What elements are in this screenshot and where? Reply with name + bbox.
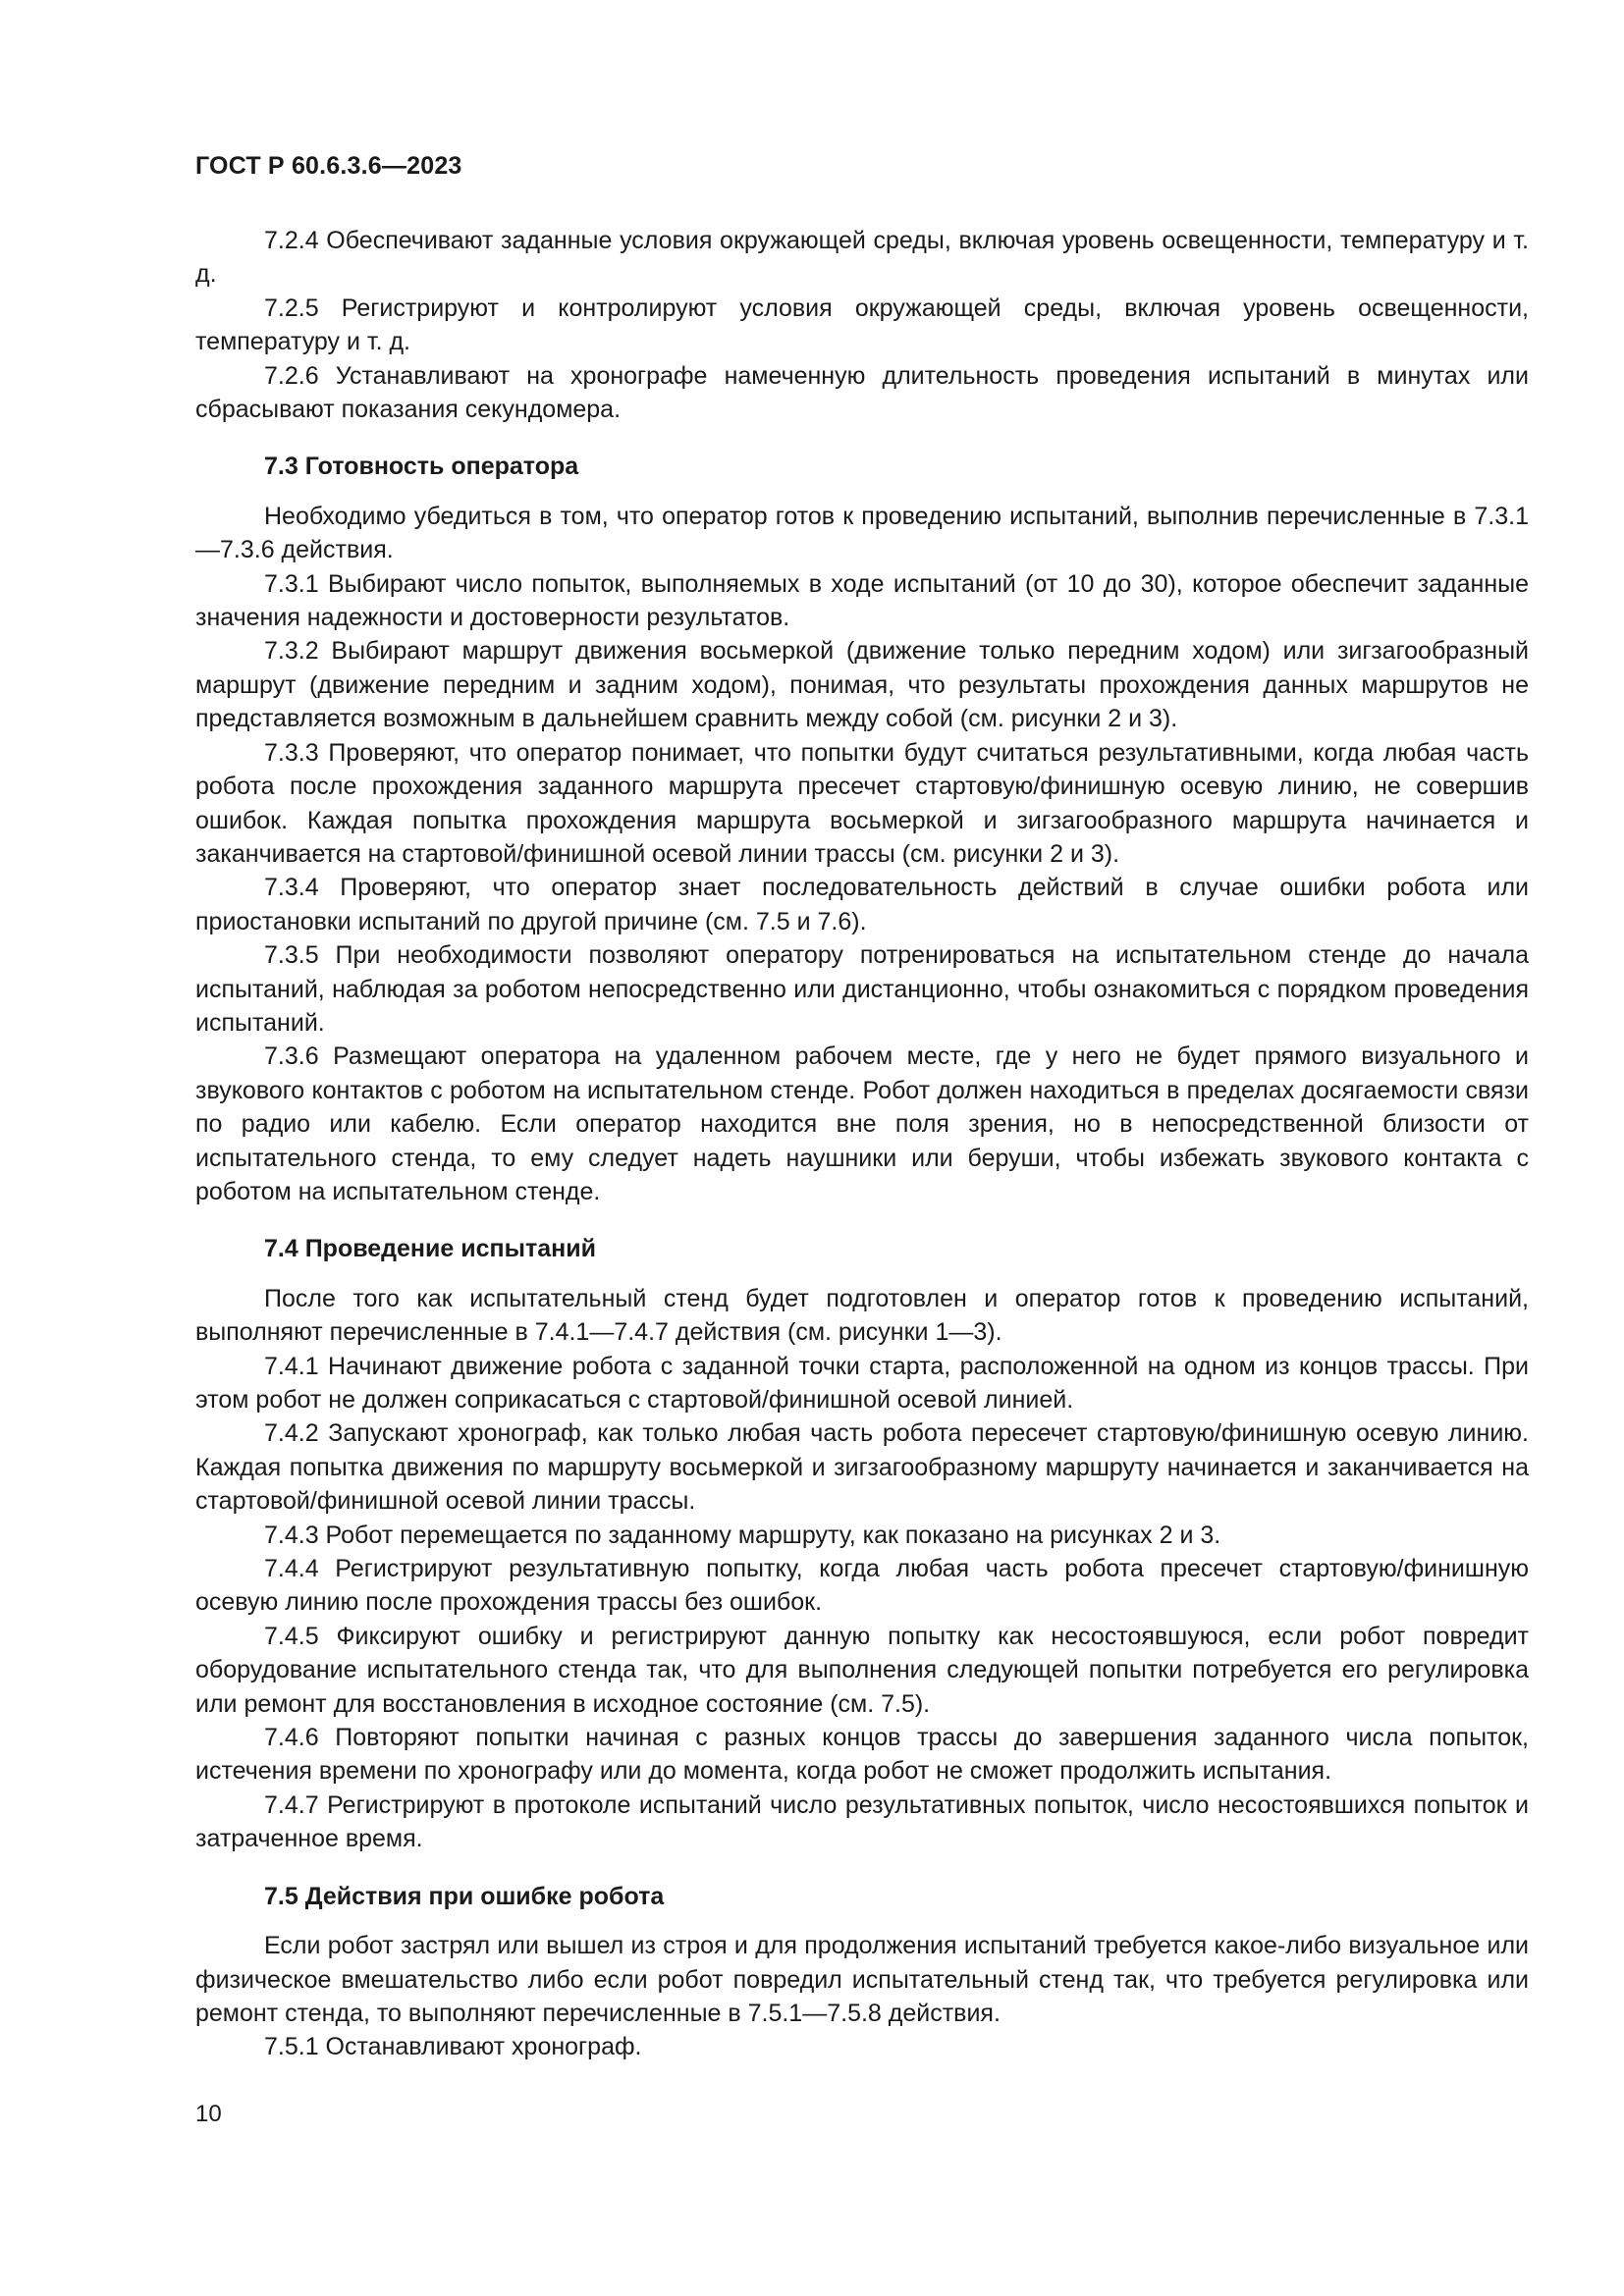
page-number: 10 [195,2101,222,2127]
paragraph-7-4-2: 7.4.2 Запускают хронограф, как только любая часть робота пересечет стартовую/финишную осевую линию. Каждая попытка движения по маршруту восьмеркой и зигзагообразному маршруту начинается и заканчивается на стартовой/финишной осевой линии трассы. [195,1419,1529,1516]
paragraph-7-2-6: 7.2.6 Устанавливают на хронографе намеченную длительность проведения испытаний в минутах или сбрасывают показания секундомера. [195,361,1529,424]
paragraph-7-5-intro: Если робот застрял или вышел из строя и для продолжения испытаний требуется какое-либо визуальное или физическое вмешательство либо если робот повредил испытательный стенд так, что требуется регулировка или ремонт стенда, то выполняют перечисленные в 7.5.1—7.5.8 действия. [195,1932,1529,2027]
paragraph-7-4-3: 7.4.3 Робот перемещается по заданному маршруту, как показано на рисунках 2 и 3. [264,1521,1221,1549]
paragraph-7-2-4: 7.2.4 Обеспечивают заданные условия окружающей среды, включая уровень освещенности, температуру и т. д. [195,227,1529,289]
paragraph-7-4-intro: После того как испытательный стенд будет подготовлен и оператор готов к проведению испытаний, выполняют перечисленные в 7.4.1—7.4.7 действия (см. рисунки 1—3). [195,1284,1529,1347]
paragraph-7-4-1: 7.4.1 Начинают движение робота с заданной точки старта, расположенной на одном из концов трассы. При этом робот не должен соприкасаться с стартовой/финишной осевой линией. [195,1352,1529,1414]
paragraph-7-3-6: 7.3.6 Размещают оператора на удаленном рабочем месте, где у него не будет прямого визуального и звукового контактов с роботом на испытательном стенде. Робот должен находиться в пределах досягаемости связи по радио или кабелю. Если оператор находится вне поля зрения, но в непосредственной близости от испытательного стенда, то ему следует надеть наушники или беруши, чтобы избежать звукового контакта с роботом на испытательном стенде. [195,1042,1529,1205]
paragraph-7-5-1: 7.5.1 Останавливают хронограф. [264,2033,642,2061]
paragraph-7-3-4: 7.3.4 Проверяют, что оператор знает последовательность действий в случае ошибки робота или приостановки испытаний по другой причине (см. 7.5 и 7.6). [195,874,1529,935]
section-heading-7-3: 7.3 Готовность оператора [264,453,579,481]
document-code-header: ГОСТ Р 60.6.3.6—2023 [195,152,462,180]
paragraph-7-2-5: 7.2.5 Регистрируют и контролируют условия окружающей среды, включая уровень освещенности, температуру и т. д. [195,294,1529,356]
paragraph-7-3-2: 7.3.2 Выбирают маршрут движения восьмеркой (движение только передним ходом) или зигзагообразный маршрут (движение передним и задним ходом), понимая, что результаты прохождения данных маршрутов не представляется возможным в дальнейшем сравнить между собой (см. рисунки 2 и 3). [195,637,1529,733]
page-body [195,224,1529,2064]
section-heading-7-5: 7.5 Действия при ошибке робота [264,1882,665,1910]
paragraph-7-4-4: 7.4.4 Регистрируют результативную попытку, когда любая часть робота пресечет стартовую/финишную осевую линию после прохождения трассы без ошибок. [195,1555,1529,1617]
paragraph-7-3-intro: Необходимо убедиться в том, что оператор готов к проведению испытаний, выполнив перечисленные в 7.3.1—7.3.6 действия. [195,502,1529,564]
paragraph-7-3-1: 7.3.1 Выбирают число попыток, выполняемых в ходе испытаний (от 10 до 30), которое обеспечит заданные значения надежности и достоверности результатов. [195,569,1529,632]
paragraph-7-4-5: 7.4.5 Фиксируют ошибку и регистрируют данную попытку как несостоявшуюся, если робот повредит оборудование испытательного стенда так, что для выполнения следующей попытки потребуется его регулировка или ремонт для восстановления в исходное состояние (см. 7.5). [195,1622,1529,1718]
paragraph-7-4-6: 7.4.6 Повторяют попытки начиная с разных концов трассы до завершения заданного числа попыток, истечения времени по хронографу или до момента, когда робот не сможет продолжить испытания. [195,1724,1529,1786]
paragraph-7-4-7: 7.4.7 Регистрируют в протоколе испытаний число результативных попыток, число несостоявшихся попыток и затраченное время. [195,1790,1529,1853]
paragraph-7-3-5: 7.3.5 При необходимости позволяют оператору потренироваться на испытательном стенде до начала испытаний, наблюдая за роботом непосредственно или дистанционно, чтобы ознакомиться с порядком проведения испытаний. [195,941,1529,1037]
section-heading-7-4: 7.4 Проведение испытаний [264,1235,596,1263]
paragraph-7-3-3: 7.3.3 Проверяют, что оператор понимает, что попытки будут считаться результативными, когда любая часть робота после прохождения заданного маршрута пресечет стартовую/финишную осевую линию, не совершив ошибок. Каждая попытка прохождения маршрута восьмеркой и зигзагообразного маршрута начинается и заканчивается на стартовой/финишной осевой линии трассы (см. рисунки 2 и 3). [195,738,1529,868]
